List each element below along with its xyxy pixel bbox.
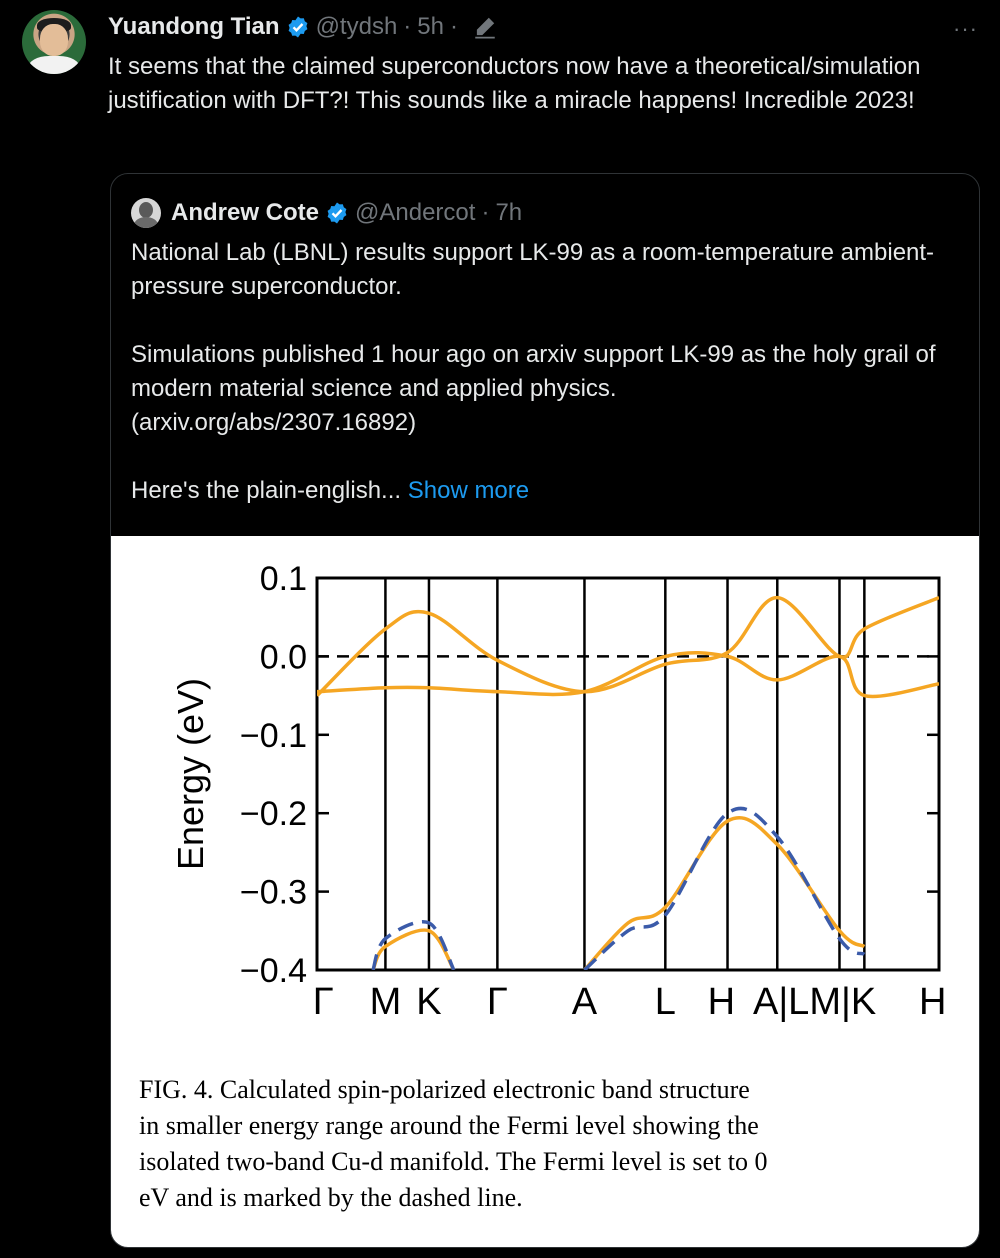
quoted-tweet[interactable] (110, 173, 980, 1248)
k-path-label: A|LM|K (752, 981, 877, 1023)
y-axis-label: Energy (eV) (170, 677, 211, 871)
y-tick-label: 0.1 (259, 560, 307, 598)
author-avatar[interactable] (22, 10, 86, 74)
tweet-header (108, 10, 498, 44)
y-tick-label: −0.4 (239, 952, 307, 990)
k-path-label: H (707, 981, 736, 1023)
y-tick-label: −0.2 (239, 795, 307, 834)
y-tick-label: −0.1 (239, 716, 307, 755)
k-path-label: Γ (312, 981, 334, 1023)
tweet-time[interactable]: 5h (417, 13, 444, 40)
tweet-text: It seems that the claimed superconductors now have a theoretical/simulation justification with DFT?! This sounds like a miracle happens! Incredible 2023! (108, 53, 921, 114)
edited-pencil-icon[interactable] (472, 14, 498, 40)
dot-separator: · (403, 13, 412, 40)
y-tick-label: −0.3 (239, 873, 307, 912)
y-tick-label: 0.0 (259, 638, 307, 677)
quote-author-avatar[interactable] (131, 198, 161, 228)
k-path-label: H (919, 981, 947, 1023)
verified-badge-icon (325, 201, 349, 225)
show-more-link[interactable]: Show more (407, 477, 530, 504)
quote-header (131, 198, 522, 228)
k-path-label: M (369, 981, 402, 1023)
quote-media-image[interactable] (111, 536, 979, 1247)
quote-text (131, 236, 961, 508)
caption-line: in smaller energy range around the Fermi level showing the (139, 1111, 759, 1140)
k-path-label: L (654, 981, 676, 1023)
quote-author-name[interactable]: Andrew Cote (171, 199, 320, 226)
k-path-label: Γ (486, 981, 508, 1023)
quote-author-handle[interactable]: @Andercot (355, 199, 476, 226)
author-name[interactable]: Yuandong Tian (108, 13, 280, 40)
k-path-label: A (571, 981, 598, 1023)
caption-line: eV and is marked by the dashed line. (139, 1183, 523, 1212)
author-handle[interactable]: @tydsh (315, 13, 398, 40)
band-curves (317, 598, 939, 970)
verified-badge-icon (286, 15, 310, 39)
k-path-label: K (416, 981, 442, 1023)
caption-line: FIG. 4. Calculated spin-polarized electronic band structure (139, 1075, 750, 1104)
plot-frame (317, 578, 939, 970)
quote-time[interactable]: 7h (495, 199, 523, 226)
spin-down-band (584, 808, 864, 970)
dot-separator: · (450, 13, 458, 40)
spin-up-band (317, 653, 939, 697)
spin-up-band (317, 598, 939, 696)
band-structure-chart (111, 536, 979, 1056)
figure-caption (139, 1072, 979, 1216)
spin-up-band (584, 818, 864, 970)
dot-separator: · (481, 199, 490, 226)
caption-line: isolated two-band Cu-d manifold. The Fermi level is set to 0 (139, 1147, 768, 1176)
more-options-icon[interactable]: ··· (953, 16, 978, 41)
quote-body: National Lab (LBNL) results support LK-99 as a room-temperature ambient-pressure superconductor. Simulations published 1 hour ago on arxiv support LK-99 as the holy grail of modern material science and applied physics. (arxiv.org/abs/2307.16892) Here's the plain-english... (131, 239, 936, 504)
